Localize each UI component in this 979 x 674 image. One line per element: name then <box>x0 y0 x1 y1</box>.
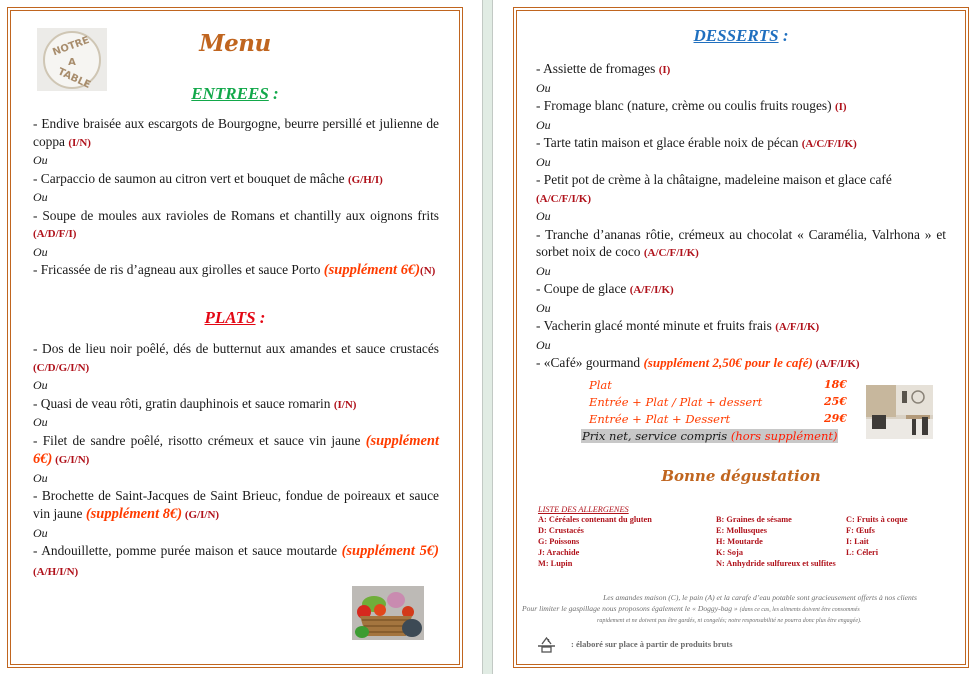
allergen-item: H: Moutarde <box>716 537 763 546</box>
footnote <box>522 592 962 627</box>
dish-name: - Andouillette, pomme purée maison et sauce moutarde <box>33 543 342 559</box>
or-separator: Ou <box>536 154 551 169</box>
dish-name: - Vacherin glacé monté minute et fruits frais <box>536 318 776 333</box>
allergen-item: D: Crustacés <box>538 526 584 535</box>
or-separator: Ou <box>33 190 48 205</box>
menu-item <box>536 317 946 337</box>
footnote-line-2 <box>522 603 962 616</box>
allergen-item: I: Lait <box>846 537 869 546</box>
closing-message: Bonne dégustation <box>661 467 821 485</box>
or-separator: Ou <box>536 117 551 132</box>
menu-item <box>33 340 439 377</box>
dish-name: - Petit pot de crème à la châtaigne, madeleine maison et glace café <box>536 172 892 187</box>
dish-allergens: (A/F/I/K) <box>775 321 820 333</box>
or-separator: Ou <box>536 209 551 223</box>
menu-item <box>33 207 439 244</box>
footnote-line-2-text: Pour limiter le gaspillage nous proposons également le « Doggy-bag » <box>522 604 740 613</box>
or-separator: Ou <box>536 263 551 278</box>
allergen-item: K: Soja <box>716 548 743 557</box>
allergen-item: L: Céleri <box>846 548 879 557</box>
desserts-title: DESSERTS <box>693 26 779 45</box>
or-separator: Ou <box>33 153 48 168</box>
price-list <box>581 378 851 429</box>
formula-label: Entrée + Plat + Dessert <box>589 412 731 426</box>
dish-allergens: (A/C/F/I/K) <box>801 138 857 150</box>
dish-allergens: (I) <box>834 101 847 113</box>
allergen-item: E: Mollusques <box>716 526 767 535</box>
dish-allergens: (A/D/F/I) <box>33 228 77 241</box>
allergen-item: B: Graines de sésame <box>716 515 792 524</box>
dish-name: - Fricassée de ris d’agneau aux girolles et sauce Porto <box>33 262 324 278</box>
vegetable-basket-image <box>352 586 424 640</box>
dish-allergens: (A/F/I/K) <box>812 358 860 370</box>
menu-item <box>536 134 946 154</box>
price-row <box>581 395 851 412</box>
desserts-colon: : <box>778 26 789 45</box>
allergen-item: J: Arachide <box>538 548 580 557</box>
dish-allergens: (G/H/I) <box>347 173 383 186</box>
dish-allergens: (I/N) <box>68 136 91 149</box>
or-separator: Ou <box>33 378 48 393</box>
plats-title: PLATS <box>204 308 256 327</box>
menu-item <box>33 115 439 152</box>
price-note <box>581 429 838 443</box>
menu-item <box>536 97 946 117</box>
menu-page-left <box>7 7 463 668</box>
plats-heading <box>8 308 462 328</box>
dish-supplement: (supplément 6€) <box>323 262 421 279</box>
or-separator: Ou <box>33 525 48 540</box>
footnote-line-3: rapidement et ne doivent pas être gardés, ni congelés; notre responsabilité ne pourra donc plus être engagée). <box>597 618 862 624</box>
allergen-item: C: Fruits à coque <box>846 515 908 524</box>
price-note-text: Prix net, service compris <box>582 429 731 443</box>
entrees-heading <box>8 84 462 104</box>
dish-name: - Quasi de veau rôti, gratin dauphinois et sauce romarin <box>33 395 334 411</box>
menu-page-right <box>513 7 969 668</box>
or-separator: Ou <box>33 470 48 485</box>
menu-item <box>33 542 439 581</box>
footnote-line-1: Les amandes maison (C), le pain (A) et la carafe d’eau potable sont gracieusement offerts à nos clients <box>603 593 917 602</box>
svg-text:A: A <box>68 57 76 68</box>
formula-price: 29€ <box>824 412 847 425</box>
menu-item <box>33 432 439 470</box>
menu-item <box>536 171 946 208</box>
allergen-item: F: Œufs <box>846 526 875 535</box>
dish-allergens: (A/C/F/I/K) <box>536 192 591 205</box>
price-row <box>581 378 851 395</box>
dish-supplement: (supplément 6€) <box>33 432 439 468</box>
desserts-heading <box>514 26 968 46</box>
formula-label: Plat <box>589 378 612 392</box>
or-separator: Ou <box>536 337 551 352</box>
price-note-supplement: (hors supplément) <box>730 429 838 443</box>
or-separator: Ou <box>33 415 48 430</box>
desserts-list <box>536 60 946 374</box>
house-made-icon <box>538 636 555 653</box>
dish-name: - Brochette de Saint-Jacques de Saint Brieuc, fondue de poireaux et sauce vin jaune <box>33 488 439 522</box>
menu-item <box>33 487 439 524</box>
formula-price: 25€ <box>824 395 847 408</box>
or-separator: Ou <box>536 80 551 95</box>
plats-colon: : <box>255 308 266 327</box>
formula-label: Entrée + Plat / Plat + dessert <box>589 395 763 409</box>
menu-title: Menu <box>199 30 271 57</box>
svg-text:TABLE: TABLE <box>56 66 93 91</box>
or-separator: Ou <box>536 300 551 315</box>
menu-item <box>33 170 439 190</box>
dish-name: - Carpaccio de saumon au citron vert et bouquet de mâche <box>33 170 348 186</box>
dish-name: - Dos de lieu noir poêlé, dés de butternut aux amandes et sauce crustacés <box>33 341 439 356</box>
entrees-list <box>33 115 439 281</box>
menu-item <box>536 226 946 263</box>
menu-item <box>33 395 439 415</box>
menu-item <box>536 354 946 374</box>
menu-item <box>536 60 946 80</box>
svg-text:NOTRE: NOTRE <box>51 34 91 59</box>
house-made-note: : élaboré sur place à partir de produits bruts <box>571 639 733 649</box>
dish-name: - Soupe de moules aux ravioles de Romans et chantilly aux oignons frits <box>33 207 439 223</box>
allergen-list-title: LISTE DES ALLERGENES <box>538 505 629 514</box>
page-gutter <box>482 0 493 674</box>
dish-name: - Tarte tatin maison et glace érable noix de pécan <box>536 135 802 150</box>
dish-supplement: (supplément 5€) <box>341 543 439 560</box>
or-separator: Ou <box>33 244 48 259</box>
menu-item <box>33 261 439 281</box>
dish-allergens: (C/D/G/I/N) <box>33 361 90 374</box>
allergen-item: M: Lupin <box>538 559 573 568</box>
dish-name: - Tranche d’ananas rôtie, crémeux au chocolat « Caramélia, Valrhona » et sorbet noix de coco <box>536 226 946 259</box>
allergen-item: N: Anhydride sulfureux et sulfites <box>716 559 836 568</box>
dish-supplement: (supplément 2,50€ pour le café) <box>643 355 813 370</box>
formula-price: 18€ <box>824 378 847 391</box>
dish-name: - Fromage blanc (nature, crème ou coulis fruits rouges) <box>536 98 835 113</box>
menu-item <box>536 280 946 300</box>
dish-allergens: (N) <box>420 265 436 278</box>
plats-list <box>33 340 439 581</box>
dish-name: - Coupe de glace <box>536 281 630 296</box>
dish-allergens: (I/N) <box>333 398 357 411</box>
dish-name: - «Café» gourmand <box>536 355 644 370</box>
dish-name: - Endive braisée aux escargots de Bourgogne, beurre persillé et julienne de coppa <box>33 116 439 149</box>
dish-allergens: (I) <box>658 64 671 76</box>
restaurant-interior-image <box>866 385 933 439</box>
dish-allergens: (G/I/N) <box>182 509 220 522</box>
dish-allergens: (A/F/I/K) <box>629 284 674 296</box>
allergen-list <box>538 505 958 572</box>
entrees-title: ENTREES <box>191 84 269 103</box>
footnote-line-2-small: (dans ce cas, les aliments doivent être consommés <box>739 607 860 613</box>
dish-allergens: (A/C/F/I/K) <box>643 247 699 259</box>
dish-allergens: (A/H/I/N) <box>33 565 79 578</box>
dish-name: - Filet de sandre poêlé, risotto crémeux et sauce vin jaune <box>33 432 366 448</box>
dish-supplement: (supplément 8€) <box>85 506 183 523</box>
price-row <box>581 412 851 429</box>
dish-allergens: (G/I/N) <box>52 454 90 467</box>
entrees-colon: : <box>268 84 279 103</box>
allergen-grid <box>538 515 958 572</box>
allergen-item: A: Céréales contenant du gluten <box>538 515 652 524</box>
allergen-item: G: Poissons <box>538 537 580 546</box>
dish-name: - Assiette de fromages <box>536 61 659 76</box>
